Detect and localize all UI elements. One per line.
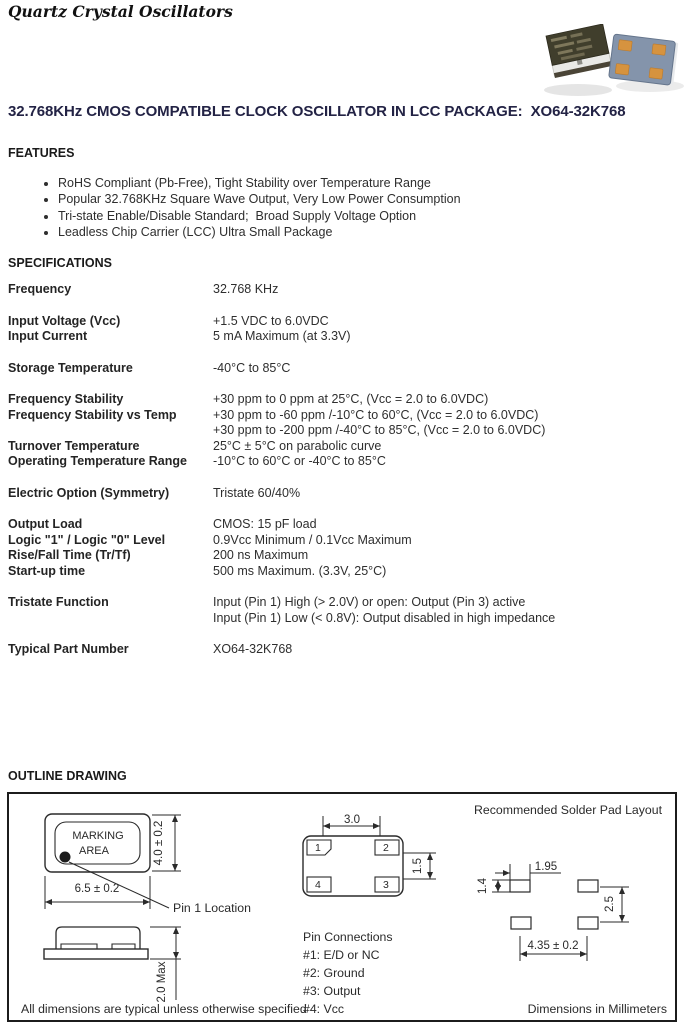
package-top-view: [45, 814, 150, 872]
pin-connection-item: #1: E/D or NC: [303, 948, 380, 962]
feature-item: • Tri-state Enable/Disable Standard; Broad Supply Voltage Option: [58, 208, 461, 224]
outline-drawing-heading: OUTLINE DRAWING: [8, 769, 127, 783]
dimensions-note-right: Dimensions in Millimeters: [527, 1002, 667, 1016]
spec-row: Tristate Function Input (Pin 1) High (> 2.0V) or open: Output (Pin 3) active: [8, 595, 526, 609]
solder-pad-layout: [510, 880, 598, 929]
marking-area-label: AREA: [79, 845, 109, 857]
chip-top-view-photo: [546, 24, 612, 78]
spec-row: Output Load CMOS: 15 pF load: [8, 517, 317, 531]
pad-row-dimension: 1.5: [412, 858, 424, 874]
outline-drawing-box: [7, 792, 677, 1022]
features-heading: FEATURES: [8, 146, 75, 160]
solder-pad-width-dimension: 1.95: [534, 861, 558, 873]
thickness-dimension: 2.0 Max: [156, 961, 168, 1003]
pin-connection-item: #4: Vcc: [303, 1002, 345, 1016]
features-list: [8, 175, 461, 240]
solder-pad-horizontal-pitch-dimension: 4.35 ± 0.2: [527, 940, 579, 952]
pin-number-4: 4: [315, 879, 321, 891]
feature-item: • Leadless Chip Carrier (LCC) Ultra Small Package: [58, 224, 461, 240]
spec-row: Typical Part Number XO64-32K768: [8, 642, 293, 656]
spec-row: Logic "1" / Logic "0" Level 0.9Vcc Minimum / 0.1Vcc Maximum: [8, 532, 412, 547]
pin1-dot: [60, 852, 71, 863]
pin-number-1: 1: [315, 842, 321, 854]
spec-row: Rise/Fall Time (Tr/Tf) 200 ns Maximum: [8, 548, 309, 562]
spec-row: Input Voltage (Vcc) +1.5 VDC to 6.0VDC: [8, 313, 329, 328]
pin-number-3: 3: [383, 879, 389, 891]
package-side-view: [44, 927, 148, 959]
spec-row: +30 ppm to -200 ppm /-40°C to 85°C, (Vcc = 2.0 to 6.0VDC): [213, 423, 546, 437]
width-dimension: 6.5 ± 0.2: [74, 883, 120, 895]
spec-row: Frequency 32.768 KHz: [8, 282, 279, 296]
pin-number-2: 2: [383, 842, 389, 854]
solder-pad-layout-title: Recommended Solder Pad Layout: [474, 803, 662, 817]
spec-row: Storage Temperature -40°C to 85°C: [8, 360, 291, 375]
spec-row: Frequency Stability vs Temp +30 ppm to -60 ppm /-10°C to 60°C, (Vcc = 2.0 to 6.0VDC): [8, 407, 539, 422]
dimensions-note-left: All dimensions are typical unless otherwise specified: [21, 1002, 307, 1016]
feature-item: • RoHS Compliant (Pb-Free), Tight Stability over Temperature Range: [58, 175, 461, 191]
pin-connections-title: Pin Connections: [303, 930, 393, 944]
pin1-location-label: Pin 1 Location: [173, 901, 251, 915]
solder-pad-height-dimension: 1.4: [477, 878, 489, 894]
outline-drawing: [9, 794, 675, 1020]
spec-row: Frequency Stability +30 ppm to 0 ppm at 25°C, (Vcc = 2.0 to 6.0VDC): [8, 392, 489, 406]
feature-item: • Popular 32.768KHz Square Wave Output, Very Low Power Consumption: [58, 191, 461, 207]
specifications-table: [8, 282, 668, 658]
pin-connection-item: #3: Output: [303, 984, 361, 998]
pad-pitch-dimension: 3.0: [344, 814, 360, 826]
doc-series-title: Quartz Crystal Oscillators: [8, 2, 233, 21]
height-dimension: 4.0 ± 0.2: [153, 820, 165, 866]
solder-pad-vertical-pitch-dimension: 2.5: [604, 896, 616, 912]
spec-row: Turnover Temperature 25°C ± 5°C on parabolic curve: [8, 438, 382, 453]
product-photo: [540, 24, 687, 104]
spec-row: Input Current 5 mA Maximum (at 3.3V): [8, 329, 351, 343]
chip-bottom-view-photo: [609, 34, 679, 86]
marking-area-label: MARKING: [72, 830, 124, 842]
specifications-heading: SPECIFICATIONS: [8, 256, 112, 270]
spec-row: Operating Temperature Range -10°C to 60°C or -40°C to 85°C: [8, 454, 386, 468]
spec-row: Input (Pin 1) Low (< 0.8V): Output disabled in high impedance: [213, 610, 556, 625]
page-title: 32.768KHz CMOS COMPATIBLE CLOCK OSCILLATOR IN LCC PACKAGE: XO64-32K768: [8, 103, 626, 120]
pin-connection-item: #2: Ground: [303, 966, 365, 980]
spec-row: Start-up time 500 ms Maximum. (3.3V, 25°C): [8, 563, 387, 578]
spec-row: Electric Option (Symmetry) Tristate 60/40%: [8, 485, 301, 500]
